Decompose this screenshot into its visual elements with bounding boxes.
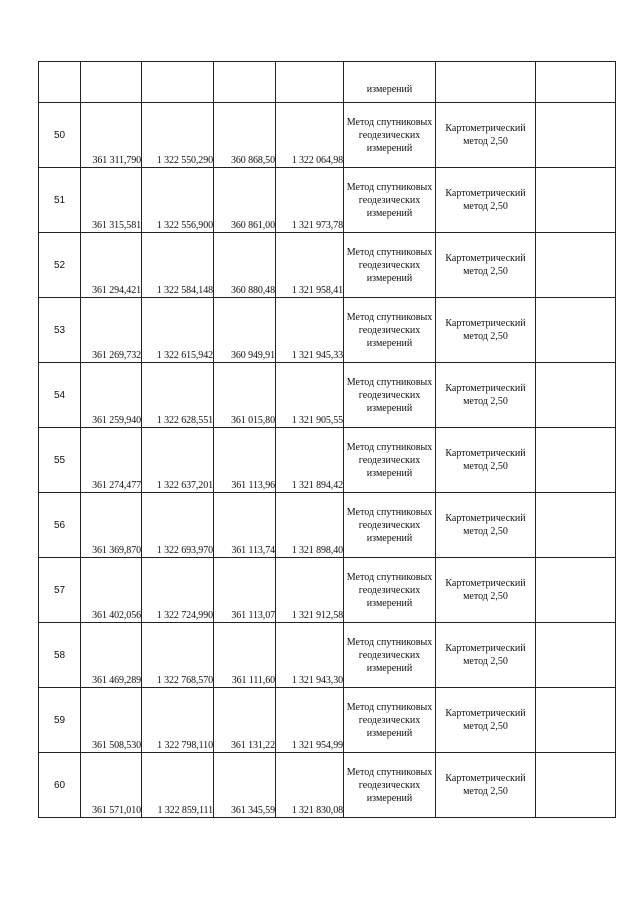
extra-cell (536, 493, 616, 558)
point-number-cell: 58 (39, 623, 81, 688)
x-coordinate-cell: 361 294,421 (81, 233, 142, 298)
extra-cell (536, 103, 616, 168)
point-number-cell: 60 (39, 753, 81, 818)
point-number-cell (39, 62, 81, 103)
x-coordinate-cell: 361 315,581 (81, 168, 142, 233)
y-coordinate-cell: 1 322 724,990 (142, 558, 214, 623)
y-coordinate-cell: 1 322 859,111 (142, 753, 214, 818)
y-coordinate-cell: 1 322 615,942 (142, 298, 214, 363)
x-coordinate-cell (81, 62, 142, 103)
accuracy-cell: Картометрический метод 2,50 (436, 623, 536, 688)
y-coordinate-cell: 1 321 973,78 (276, 168, 344, 233)
table-row (39, 428, 616, 493)
table-row (39, 168, 616, 233)
x-coordinate-cell: 361 111,60 (214, 623, 276, 688)
coordinates-table (38, 61, 616, 818)
method-cell: Метод спутниковых геодезических измерений (344, 753, 436, 818)
x-coordinate-cell: 361 311,790 (81, 103, 142, 168)
accuracy-cell: Картометрический метод 2,50 (436, 363, 536, 428)
point-number-cell: 51 (39, 168, 81, 233)
method-cell: измерений (344, 62, 436, 103)
x-coordinate-cell: 361 113,74 (214, 493, 276, 558)
y-coordinate-cell: 1 322 628,551 (142, 363, 214, 428)
method-cell: Метод спутниковых геодезических измерений (344, 298, 436, 363)
extra-cell (536, 688, 616, 753)
x-coordinate-cell (214, 62, 276, 103)
y-coordinate-cell: 1 321 943,30 (276, 623, 344, 688)
x-coordinate-cell: 361 113,07 (214, 558, 276, 623)
point-number-cell: 59 (39, 688, 81, 753)
accuracy-cell: Картометрический метод 2,50 (436, 298, 536, 363)
accuracy-cell: Картометрический метод 2,50 (436, 558, 536, 623)
x-coordinate-cell: 360 868,50 (214, 103, 276, 168)
table-row (39, 363, 616, 428)
accuracy-cell: Картометрический метод 2,50 (436, 103, 536, 168)
x-coordinate-cell: 360 861,00 (214, 168, 276, 233)
point-number-cell: 52 (39, 233, 81, 298)
accuracy-cell: Картометрический метод 2,50 (436, 233, 536, 298)
x-coordinate-cell: 361 345,59 (214, 753, 276, 818)
accuracy-cell: Картометрический метод 2,50 (436, 428, 536, 493)
extra-cell (536, 623, 616, 688)
extra-cell (536, 62, 616, 103)
extra-cell (536, 168, 616, 233)
method-cell: Метод спутниковых геодезических измерений (344, 558, 436, 623)
y-coordinate-cell: 1 321 905,55 (276, 363, 344, 428)
method-cell: Метод спутниковых геодезических измерений (344, 428, 436, 493)
table-row (39, 753, 616, 818)
extra-cell (536, 233, 616, 298)
x-coordinate-cell: 360 949,91 (214, 298, 276, 363)
x-coordinate-cell: 361 113,96 (214, 428, 276, 493)
y-coordinate-cell: 1 322 693,970 (142, 493, 214, 558)
table-row (39, 558, 616, 623)
y-coordinate-cell: 1 322 550,290 (142, 103, 214, 168)
y-coordinate-cell: 1 322 556,900 (142, 168, 214, 233)
x-coordinate-cell: 361 402,056 (81, 558, 142, 623)
point-number-cell: 56 (39, 493, 81, 558)
accuracy-cell: Картометрический метод 2,50 (436, 688, 536, 753)
y-coordinate-cell: 1 321 830,08 (276, 753, 344, 818)
table-row (39, 103, 616, 168)
y-coordinate-cell: 1 322 798,110 (142, 688, 214, 753)
y-coordinate-cell: 1 321 958,41 (276, 233, 344, 298)
method-cell: Метод спутниковых геодезических измерений (344, 623, 436, 688)
method-cell: Метод спутниковых геодезических измерений (344, 233, 436, 298)
y-coordinate-cell: 1 322 064,98 (276, 103, 344, 168)
y-coordinate-cell: 1 321 912,58 (276, 558, 344, 623)
method-cell: Метод спутниковых геодезических измерений (344, 103, 436, 168)
table-row (39, 688, 616, 753)
accuracy-cell: Картометрический метод 2,50 (436, 753, 536, 818)
table-row (39, 233, 616, 298)
accuracy-cell (436, 62, 536, 103)
extra-cell (536, 558, 616, 623)
table-row-continuation (39, 62, 616, 103)
y-coordinate-cell: 1 322 584,148 (142, 233, 214, 298)
x-coordinate-cell: 361 259,940 (81, 363, 142, 428)
x-coordinate-cell: 361 015,80 (214, 363, 276, 428)
table-row (39, 298, 616, 363)
point-number-cell: 57 (39, 558, 81, 623)
extra-cell (536, 298, 616, 363)
table-body (39, 62, 616, 818)
extra-cell (536, 428, 616, 493)
y-coordinate-cell: 1 322 637,201 (142, 428, 214, 493)
y-coordinate-cell: 1 322 768,570 (142, 623, 214, 688)
accuracy-cell: Картометрический метод 2,50 (436, 168, 536, 233)
method-cell: Метод спутниковых геодезических измерений (344, 493, 436, 558)
accuracy-cell: Картометрический метод 2,50 (436, 493, 536, 558)
x-coordinate-cell: 361 269,732 (81, 298, 142, 363)
extra-cell (536, 363, 616, 428)
y-coordinate-cell: 1 321 954,99 (276, 688, 344, 753)
method-cell: Метод спутниковых геодезических измерений (344, 168, 436, 233)
point-number-cell: 50 (39, 103, 81, 168)
x-coordinate-cell: 360 880,48 (214, 233, 276, 298)
y-coordinate-cell (142, 62, 214, 103)
y-coordinate-cell: 1 321 898,40 (276, 493, 344, 558)
y-coordinate-cell (276, 62, 344, 103)
y-coordinate-cell: 1 321 894,42 (276, 428, 344, 493)
point-number-cell: 55 (39, 428, 81, 493)
x-coordinate-cell: 361 274,477 (81, 428, 142, 493)
x-coordinate-cell: 361 508,530 (81, 688, 142, 753)
x-coordinate-cell: 361 131,22 (214, 688, 276, 753)
method-cell: Метод спутниковых геодезических измерений (344, 363, 436, 428)
point-number-cell: 54 (39, 363, 81, 428)
method-cell: Метод спутниковых геодезических измерений (344, 688, 436, 753)
x-coordinate-cell: 361 571,010 (81, 753, 142, 818)
x-coordinate-cell: 361 369,870 (81, 493, 142, 558)
point-number-cell: 53 (39, 298, 81, 363)
table-row (39, 623, 616, 688)
x-coordinate-cell: 361 469,289 (81, 623, 142, 688)
table-row (39, 493, 616, 558)
extra-cell (536, 753, 616, 818)
y-coordinate-cell: 1 321 945,33 (276, 298, 344, 363)
